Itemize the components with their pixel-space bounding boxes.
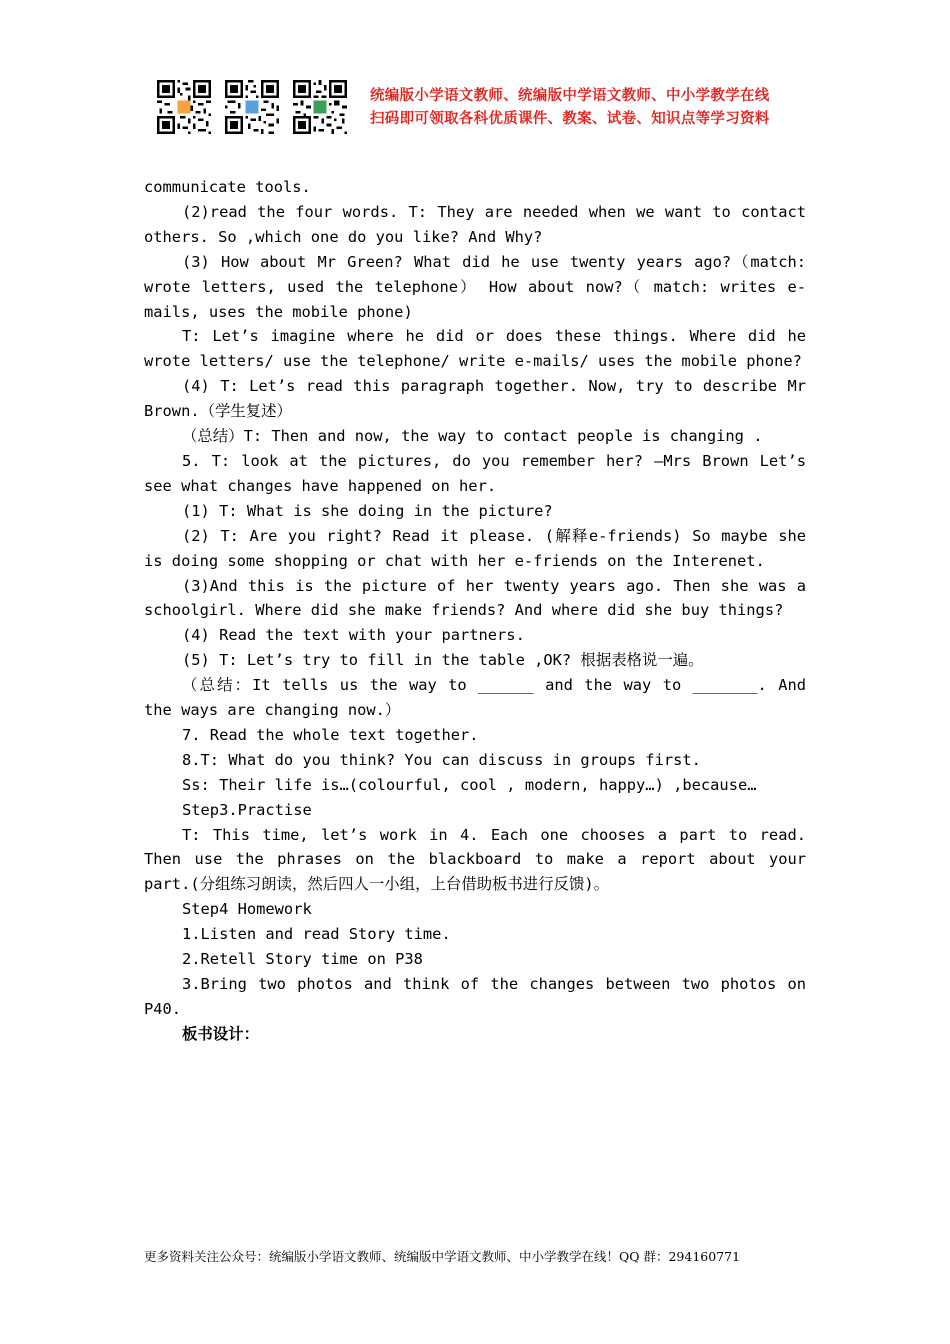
qr-code-2 bbox=[225, 80, 279, 134]
paragraph: (2)read the four words. T: They are needed when we want to contact others. So ,which one do you like? And Why? bbox=[144, 202, 806, 246]
lesson-plan-body bbox=[144, 175, 806, 1047]
banner-line-2: 扫码即可领取各科优质课件、教案、试卷、知识点等学习资料 bbox=[370, 111, 770, 127]
qr-code-3 bbox=[293, 80, 347, 134]
paragraph: （总结：It tells us the way to ______ and the way to _______. And the ways are changing now.） bbox=[144, 676, 806, 720]
paragraph: Ss: Their life is…(colourful, cool , modern, happy…) ,because… bbox=[182, 775, 757, 794]
paragraph: Step3.Practise bbox=[182, 800, 312, 819]
footer-note: 更多资料关注公众号：统编版小学语文教师、统编版中学语文教师、中小学教学在线！QQ 群：294160771 bbox=[144, 1249, 741, 1264]
qr-code-1 bbox=[157, 80, 211, 134]
board-design-heading: 板书设计： bbox=[182, 1024, 259, 1043]
banner-line-1: 统编版小学语文教师、统编版中学语文教师、中小学教学在线 bbox=[370, 88, 770, 104]
paragraph: (4) Read the text with your partners. bbox=[182, 626, 525, 645]
paragraph: 1.Listen and read Story time. bbox=[182, 925, 451, 944]
paragraph: (2) T: Are you right? Read it please. (解释e-friends) So maybe she is doing some shopping or chat with her e-friends on the Interenet. bbox=[144, 526, 806, 570]
paragraph: (3) How about Mr Green? What did he use twenty years ago?（match: wrote letters, used the telephone） How about now?（ match: writes e-mails, uses the mobile phone) bbox=[144, 252, 806, 321]
paragraph: 7. Read the whole text together. bbox=[182, 725, 479, 744]
paragraph: (3)And this is the picture of her twenty years ago. Then she was a schoolgirl. Where did she make friends? And where did she buy things? bbox=[144, 576, 806, 620]
paragraph: Step4 Homework bbox=[182, 900, 312, 919]
paragraph: communicate tools. bbox=[144, 178, 311, 196]
paragraph: 3.Bring two photos and think of the changes between two photos on P40. bbox=[144, 975, 806, 1018]
paragraph: 2.Retell Story time on P38 bbox=[182, 950, 423, 969]
paragraph: (5) T: Let’s try to fill in the table ,OK? 根据表格说一遍。 bbox=[182, 651, 704, 670]
paragraph: 8.T: What do you think? You can discuss in groups first. bbox=[182, 750, 701, 769]
paragraph: 5. T: look at the pictures, do you remember her? —Mrs Brown Let’s see what changes have happened on her. bbox=[144, 451, 806, 495]
paragraph: T: Let’s imagine where he did or does these things. Where did he wrote letters/ use the telephone/ write e-mails/ uses the mobile phone? bbox=[144, 327, 806, 371]
paragraph: （总结）T: Then and now, the way to contact people is changing . bbox=[182, 427, 763, 446]
paragraph: (1) T: What is she doing in the picture? bbox=[182, 501, 553, 520]
paragraph: T: This time, let’s work in 4. Each one chooses a part to read. Then use the phrases on the blackboard to make a report about your part.(分组练习朗读，然后四人一小组，上台借助板书进行反馈)。 bbox=[144, 825, 806, 894]
banner-text bbox=[370, 85, 800, 131]
paragraph: (4) T: Let’s read this paragraph together. Now, try to describe Mr Brown.（学生复述） bbox=[144, 377, 806, 421]
